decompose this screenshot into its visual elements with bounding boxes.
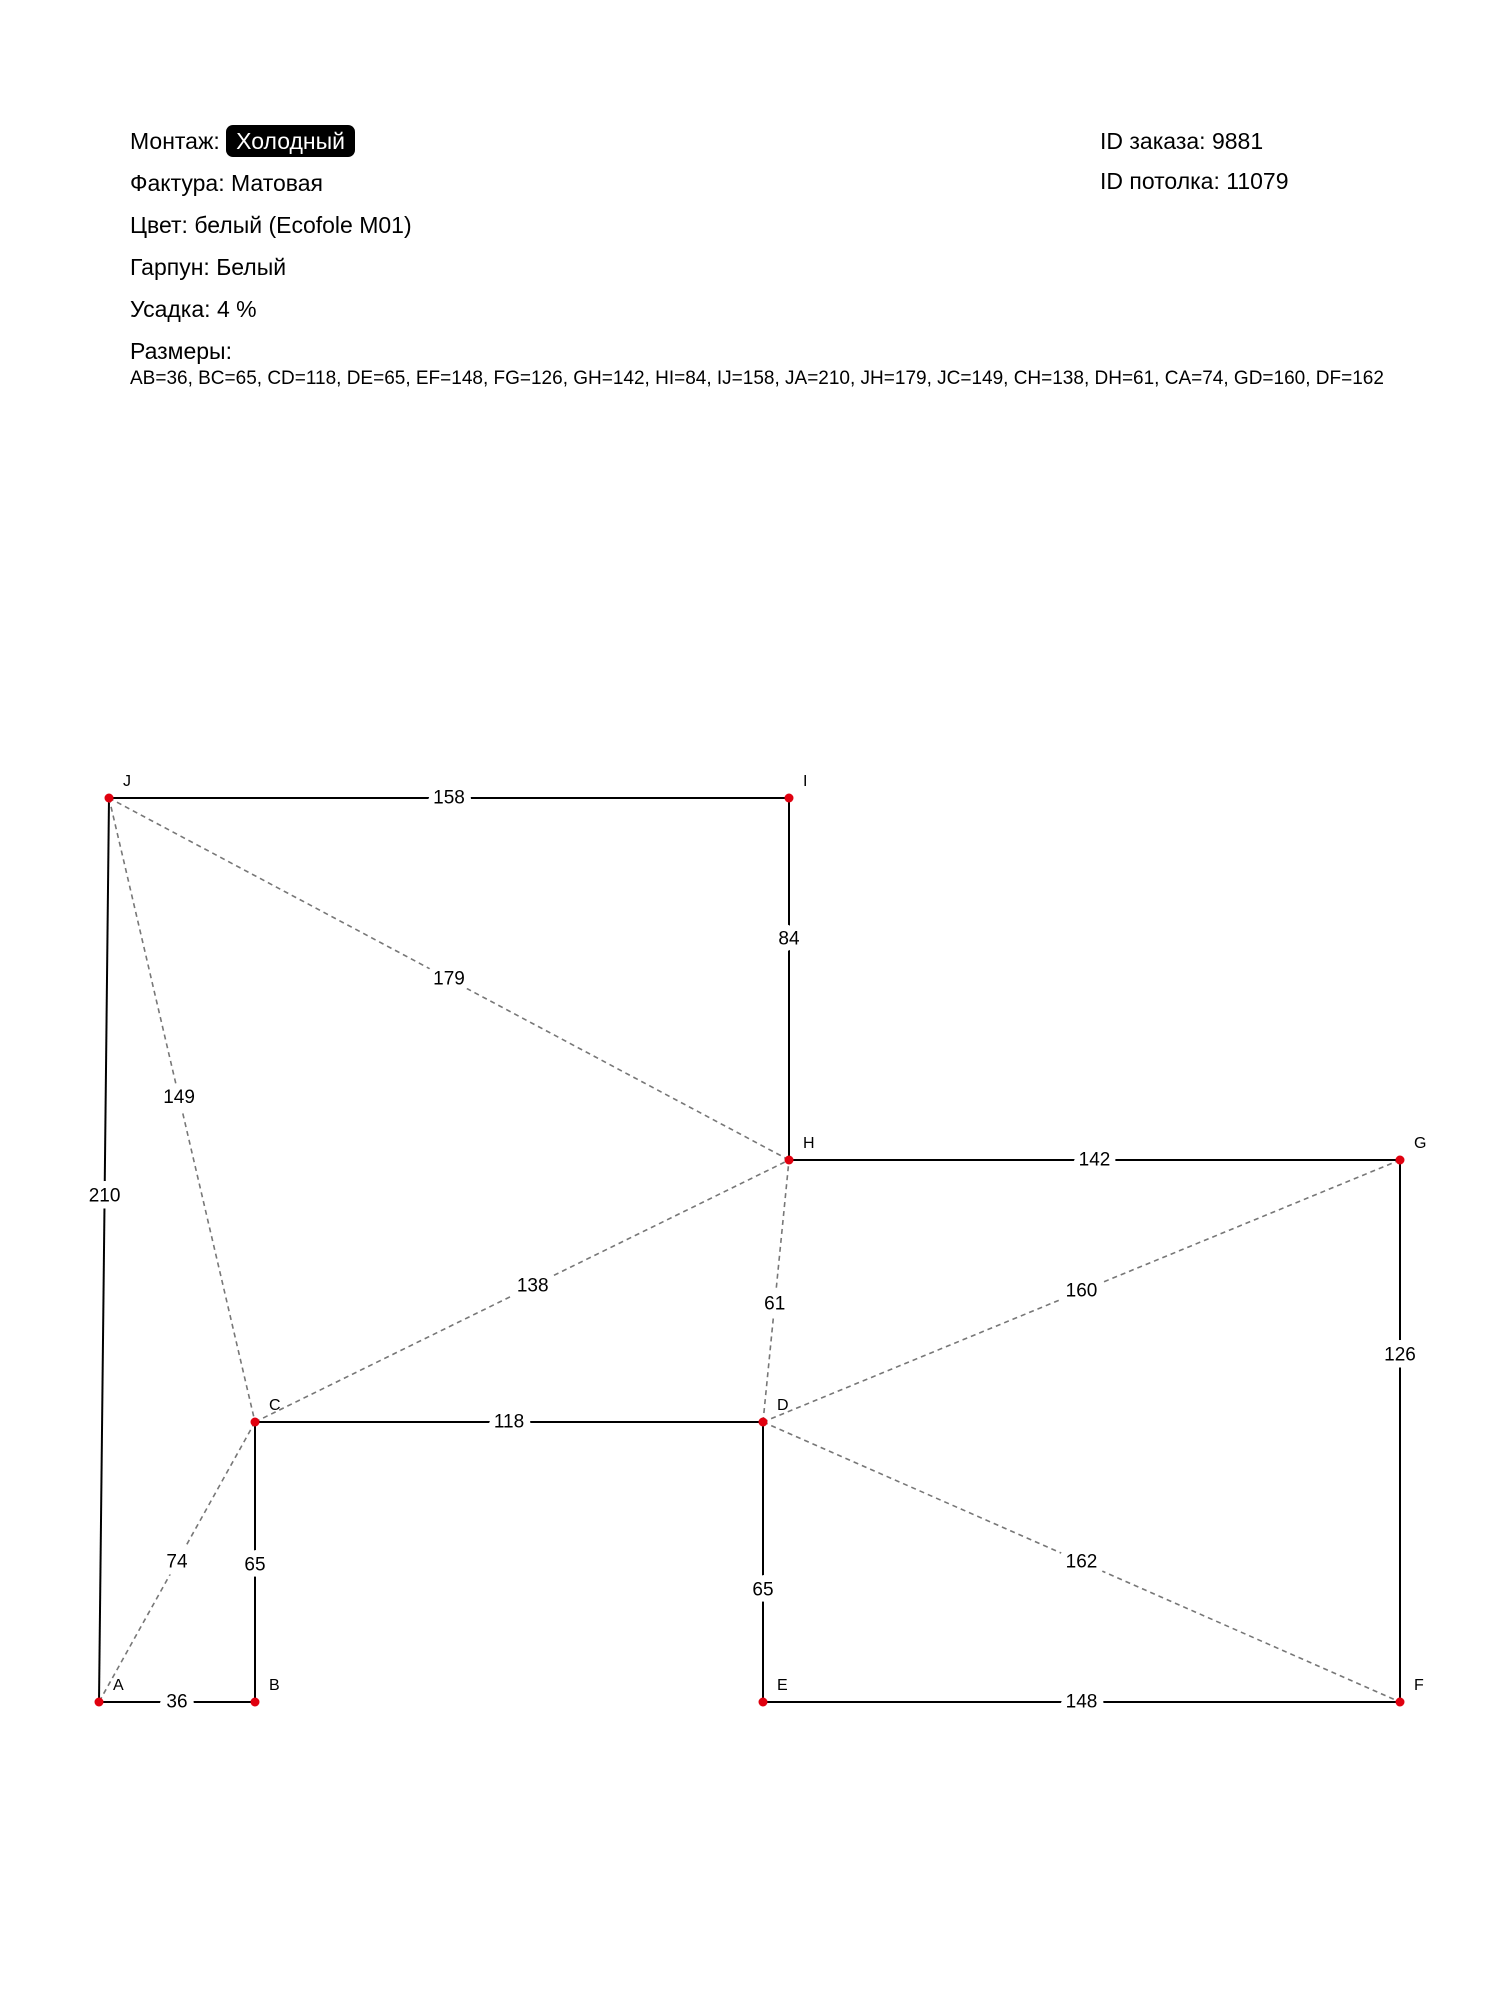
sizes-label: Размеры: bbox=[130, 338, 232, 364]
edge-length-ch: 138 bbox=[516, 1275, 549, 1297]
mount-badge: Холодный bbox=[226, 125, 355, 157]
vertex-b bbox=[251, 1698, 260, 1707]
edge-length-ij: 158 bbox=[433, 787, 465, 809]
vertex-g bbox=[1396, 1156, 1405, 1165]
edge-length-ab: 36 bbox=[166, 1691, 188, 1713]
edge-length-df: 162 bbox=[1065, 1551, 1098, 1573]
vertex-e bbox=[759, 1698, 768, 1707]
vertex-i bbox=[785, 794, 794, 803]
vertex-label-c: C bbox=[269, 1397, 281, 1414]
edge-length-fg: 126 bbox=[1384, 1344, 1416, 1366]
edge-length-hi: 84 bbox=[778, 928, 800, 950]
edge-jc bbox=[109, 798, 255, 1422]
color-label: Цвет: bbox=[130, 212, 188, 238]
edges-layer bbox=[99, 798, 1400, 1702]
color-value: белый (Ecofole M01) bbox=[194, 212, 412, 238]
order-id-value: 9881 bbox=[1211, 128, 1264, 154]
ceiling-id-value: 11079 bbox=[1226, 168, 1289, 194]
vertex-label-i: I bbox=[803, 773, 808, 790]
vertex-label-d: D bbox=[777, 1397, 789, 1414]
edge-length-cd: 118 bbox=[493, 1411, 525, 1433]
edge-labels-layer bbox=[89, 788, 1416, 1713]
edge-length-gd: 160 bbox=[1065, 1280, 1098, 1302]
edge-length-jc: 149 bbox=[163, 1087, 195, 1109]
edge-ja bbox=[99, 798, 109, 1702]
edge-length-ja: 210 bbox=[88, 1185, 121, 1207]
vertex-label-g: G bbox=[1414, 1135, 1427, 1152]
vertex-j bbox=[105, 794, 114, 803]
texture-value: Матовая bbox=[231, 170, 323, 196]
vertex-label-j: J bbox=[123, 773, 131, 790]
sizes-list: AB=36, BC=65, CD=118, DE=65, EF=148, FG=126, GH=142, HI=84, IJ=158, JA=210, JH=179, JC=149, CH=138, DH=61, CA=74, GD=160, DF=162 bbox=[130, 368, 1384, 389]
vertex-c bbox=[251, 1418, 260, 1427]
harpoon-value: Белый bbox=[216, 254, 287, 280]
edge-length-gh: 142 bbox=[1078, 1149, 1111, 1171]
texture-label: Фактура: bbox=[130, 170, 225, 196]
order-id-label: ID заказа: bbox=[1100, 128, 1206, 154]
ceiling-id-label: ID потолка: bbox=[1100, 168, 1220, 194]
vertex-label-e: E bbox=[777, 1677, 788, 1694]
edge-length-jh: 179 bbox=[433, 968, 465, 990]
vertices-layer bbox=[95, 773, 1427, 1707]
vertex-label-a: A bbox=[113, 1677, 124, 1694]
shrink-label: Усадка: bbox=[130, 296, 211, 322]
edge-length-dh: 61 bbox=[764, 1293, 786, 1315]
vertex-f bbox=[1396, 1698, 1405, 1707]
vertex-d bbox=[759, 1418, 768, 1427]
edge-length-ca: 74 bbox=[166, 1551, 188, 1573]
edge-length-ef: 148 bbox=[1065, 1691, 1098, 1713]
vertex-label-b: B bbox=[269, 1677, 280, 1694]
vertex-label-f: F bbox=[1414, 1677, 1424, 1694]
edge-length-de: 65 bbox=[752, 1579, 774, 1601]
edge-length-bc: 65 bbox=[244, 1554, 266, 1576]
vertex-h bbox=[785, 1156, 794, 1165]
vertex-a bbox=[95, 1698, 104, 1707]
edge-dh bbox=[763, 1160, 789, 1422]
harpoon-label: Гарпун: bbox=[130, 254, 210, 280]
vertex-label-h: H bbox=[803, 1135, 815, 1152]
mount-label: Монтаж: bbox=[130, 128, 220, 154]
shrink-value: 4 % bbox=[216, 296, 257, 322]
